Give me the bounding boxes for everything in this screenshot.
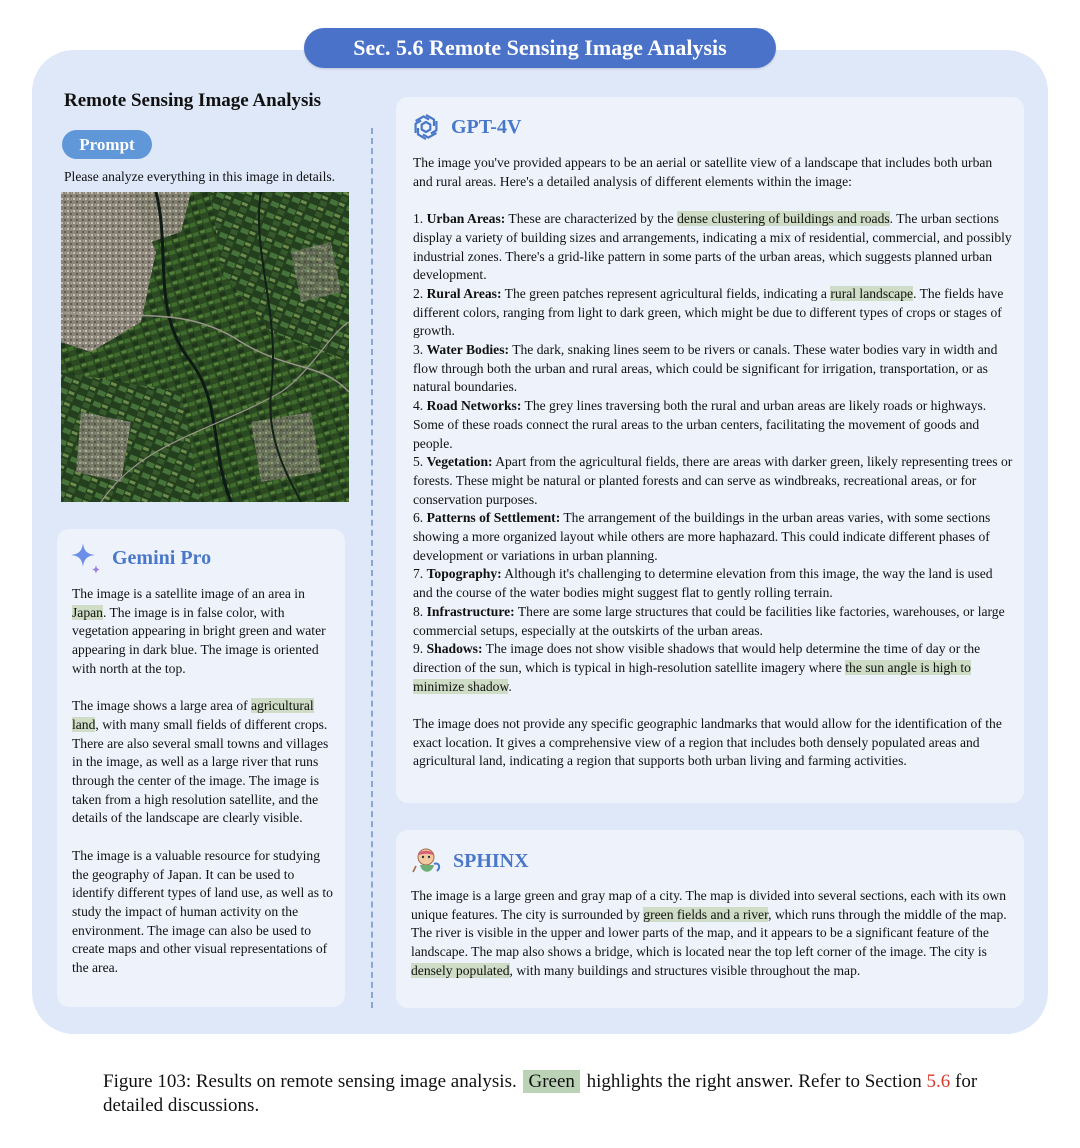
left-column-title: Remote Sensing Image Analysis [64,90,322,111]
openai-logo-icon [410,111,442,143]
gpt4v-list-item [413,397,1013,453]
gpt4v-intro: The image you've provided appears to be an aerial or satellite view of a landscape that includes both urban and rural areas. Here's a detailed analysis of different elements within the image: [413,155,993,189]
gpt4v-list-item [413,285,1013,341]
highlight: densely populated [411,962,510,978]
gemini-title: Gemini Pro [112,546,212,569]
gemini-card [57,529,345,1007]
list-item-text: The image does not show visible shadows that would help determine the time of day or the direction of the sun, which is typical in high-resolution satellite imagery where [413,641,981,675]
list-number: 2. [413,285,427,301]
list-item-label: Urban Areas: [426,211,506,227]
figure-caption [103,1070,1003,1118]
list-item-text: The grey lines traversing both the rural and urban areas are likely roads or highways. Some of these roads connect the rural areas to the urban centers, facilitating the movement of goods and people. [413,398,987,451]
list-number: 8. [413,603,427,619]
list-item-text: . The fields have different colors, ranging from light to dark green, which might be due to different types of crops or stages of growth. [413,285,1004,339]
list-item-text: The dark, snaking lines seem to be rivers or canals. These water bodies vary in width and flow through both the urban and rural areas, which could be significant for irrigation, transportation, or as natural boundaries. [413,342,998,395]
list-number: 9. [413,641,427,657]
highlight: the sun angle is high to minimize shadow [413,659,971,694]
sphinx-response: The image is a large green and gray map of a city. The map is divided into several sections, each with its own unique features. The city is surrounded by green fields and a river, which runs through the middle of the map. The river is visible in the upper and lower parts of the map, and it appears to be a significant feature of the landscape. The map also shows a bridge, which is located near the top left corner of the image. The city is densely populated, with many buildings and structures visible throughout the map. [411,888,1007,978]
highlight: Japan [72,604,103,620]
list-item-text: The green patches represent agricultural fields, indicating a [501,285,831,301]
gpt4v-title: GPT-4V [451,115,522,138]
highlight: agricultural land [72,698,314,732]
list-item-text: . [508,678,512,694]
caption-middle: highlights the right answer. Refer to Section [586,1071,922,1092]
highlight: green fields and a river [643,906,769,922]
gemini-response [72,585,338,996]
prompt-text: Please analyze everything in this image in details. [64,169,336,184]
list-number: 6. [413,510,427,526]
gpt4v-card [396,97,1024,803]
list-item-text: Although it's challenging to determine elevation from this image, the way the land is used and the course of the water bodies might suggest flat to gently rolling terrain. [413,566,993,601]
section-banner: Sec. 5.6 Remote Sensing Image Analysis [304,28,776,68]
section-reference-link[interactable]: 5.6 [926,1071,951,1092]
gpt4v-list-item [413,210,1013,285]
gpt4v-list-item [413,603,1013,640]
caption-green-legend: Green [523,1070,579,1093]
gemini-sparkle-icon [69,541,103,575]
list-item-text: Apart from the agricultural fields, there are areas with darker green, likely representing trees or forests. These might be natural or planted forests and can serve as windbreaks, recreational areas, or for conservation purposes. [413,454,1013,507]
list-item-label: Water Bodies: [426,342,510,358]
satellite-image [61,192,349,502]
gpt4v-list-item [413,509,1013,565]
prompt-label: Prompt [62,130,152,159]
list-item-text: The arrangement of the buildings in the urban areas varies, with some sections showing a more organized layout while others are more haphazard. This could indicate different phases of development or variations in urban planning. [413,510,991,563]
sphinx-mascot-icon [410,844,444,878]
list-item-label: Vegetation: [426,454,493,470]
list-item-text: . The urban sections display a variety of building sizes and arrangements, indicating a mix of residential, commercial, and possibly industrial zones. There's a grid-like pattern in some parts of the urban areas, which suggests planned urban development. [413,211,1012,283]
sphinx-title: SPHINX [453,849,529,872]
gpt4v-outro: The image does not provide any specific geographic landmarks that would allow for the identification of the exact location. It gives a comprehensive view of a region that includes both densely populated areas and agricultural land, indicating a region that supports both urban living and farming activities. [413,716,1002,769]
list-number: 1. [413,211,427,227]
list-item-label: Rural Areas: [426,285,502,301]
list-number: 5. [413,454,427,470]
gpt4v-list-item [413,640,1013,696]
caption-suffix: for detailed discussions. [103,1071,978,1116]
gpt4v-list-item [413,453,1013,509]
gpt4v-list-item [413,341,1013,397]
gpt4v-list-item [413,565,1013,602]
highlight: rural landscape [830,285,914,301]
list-item-label: Shadows: [426,641,483,657]
gemini-paragraph: The image is a valuable resource for studying the geography of Japan. It can be used to identify different types of land use, as well as to study the impact of human activity on the environment. The image can also be used to create maps and other visual representations of the area. [72,847,333,976]
gemini-paragraph: The image is a satellite image of an area in Japan. The image is in false color, with vegetation appearing in bright green and water appearing in dark blue. The image is oriented with north at the top. [72,586,326,676]
list-number: 7. [413,566,427,582]
list-number: 4. [413,398,427,414]
list-item-label: Road Networks: [426,398,522,414]
caption-prefix: Figure 103: Results on remote sensing image analysis. [103,1071,517,1092]
list-item-text: There are some large structures that could be facilities like factories, warehouses, or large commercial setups, especially at the outskirts of the urban areas. [413,603,1005,638]
gemini-paragraph: The image shows a large area of agricultural land, with many small fields of different crops. There are also several small towns and villages in the image, as well as a large river that runs through the center of the image. The image is taken from a high resolution satellite, and the details of the landscape are clearly visible. [72,698,329,826]
list-item-label: Patterns of Settlement: [426,510,561,526]
list-item-label: Infrastructure: [426,603,515,619]
gpt4v-response [413,154,1013,771]
list-item-text: These are characterized by the [505,211,678,227]
highlight: dense clustering of buildings and roads [677,211,890,227]
list-item-label: Topography: [426,566,502,582]
sphinx-card [396,830,1024,1008]
list-number: 3. [413,342,427,358]
column-divider [371,128,373,1008]
